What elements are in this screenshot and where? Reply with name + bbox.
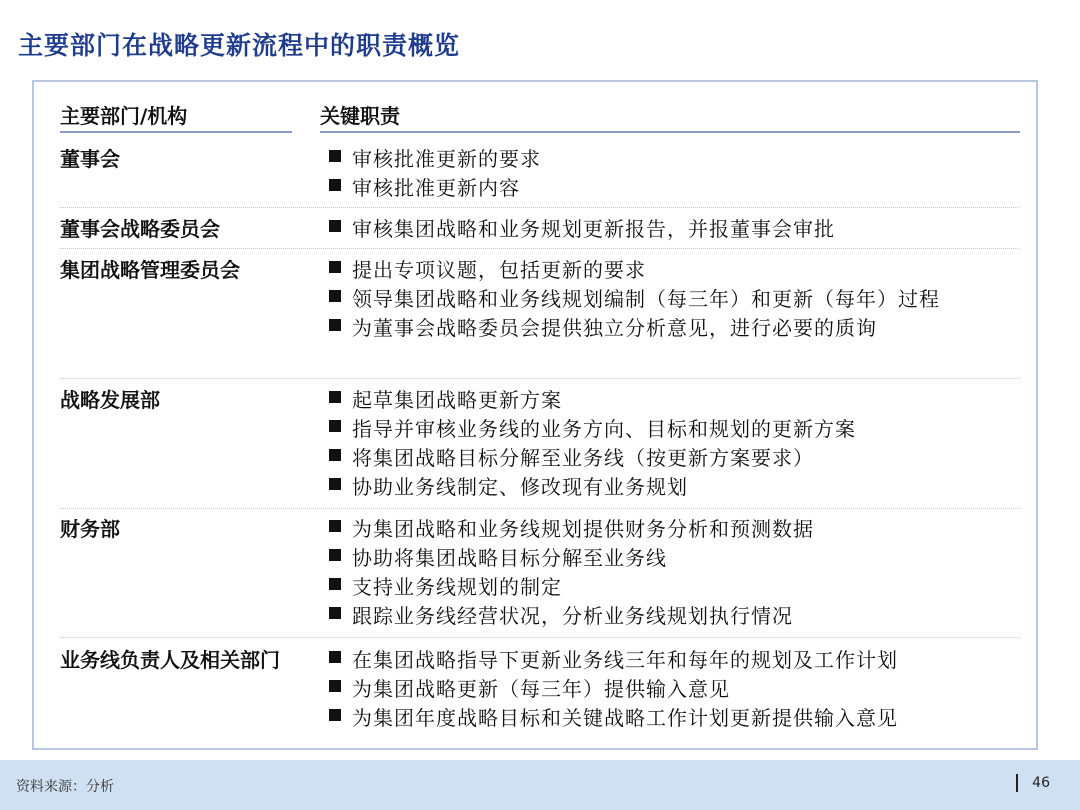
- responsibility-item: 为集团战略更新（每三年）提供输入意见: [328, 675, 1018, 704]
- table-row: [60, 215, 1020, 249]
- bullet-square-icon: [329, 319, 341, 331]
- responsibility-item: 提出专项议题，包括更新的要求: [328, 256, 1018, 285]
- responsibility-list: [328, 515, 1018, 631]
- responsibility-list: [328, 256, 1018, 343]
- bullet-square-icon: [329, 607, 341, 619]
- column-header-responsibilities: 关键职责: [320, 104, 1020, 133]
- bullet-square-icon: [329, 391, 341, 403]
- bullet-square-icon: [329, 261, 341, 273]
- footer-bar: [0, 760, 1080, 810]
- responsibility-item: 为董事会战略委员会提供独立分析意见，进行必要的质询: [328, 314, 1018, 343]
- bullet-square-icon: [329, 578, 341, 590]
- responsibility-item: 为集团战略和业务线规划提供财务分析和预测数据: [328, 515, 1018, 544]
- bullet-square-icon: [329, 150, 341, 162]
- dept-label: 董事会: [60, 147, 120, 171]
- table-row: [60, 646, 1020, 741]
- responsibility-item: 协助将集团战略目标分解至业务线: [328, 544, 1018, 573]
- page-title: 主要部门在战略更新流程中的职责概览: [18, 31, 461, 60]
- column-header-dept: 主要部门/机构: [60, 104, 292, 133]
- responsibility-item: 领导集团战略和业务线规划编制（每三年）和更新（每年）过程: [328, 285, 992, 314]
- bullet-square-icon: [329, 420, 341, 432]
- bullet-square-icon: [329, 478, 341, 490]
- responsibility-item: 审核批准更新内容: [328, 174, 1018, 203]
- responsibility-item: 审核批准更新的要求: [328, 145, 1018, 174]
- responsibility-list: [328, 145, 1018, 203]
- dept-label: 战略发展部: [60, 388, 160, 412]
- bullet-square-icon: [329, 651, 341, 663]
- bullet-square-icon: [329, 179, 341, 191]
- responsibility-list: [328, 646, 1018, 733]
- bullet-square-icon: [329, 549, 341, 561]
- page-number: 46: [1016, 774, 1050, 792]
- responsibility-item: 在集团战略指导下更新业务线三年和每年的规划及工作计划: [328, 646, 1018, 675]
- responsibility-item: 协助业务线制定、修改现有业务规划: [328, 473, 1018, 502]
- table-row: [60, 145, 1020, 208]
- bullet-square-icon: [329, 449, 341, 461]
- responsibility-item: 将集团战略目标分解至业务线（按更新方案要求）: [328, 444, 1018, 473]
- table-row: [60, 386, 1020, 509]
- responsibility-item: 为集团年度战略目标和关键战略工作计划更新提供输入意见: [328, 704, 1018, 733]
- responsibility-list: [328, 386, 1018, 502]
- responsibility-item: 跟踪业务线经营状况，分析业务线规划执行情况: [328, 602, 1018, 631]
- dept-label: 集团战略管理委员会: [60, 258, 240, 282]
- bullet-square-icon: [329, 680, 341, 692]
- responsibility-item: 支持业务线规划的制定: [328, 573, 1018, 602]
- bullet-square-icon: [329, 220, 341, 232]
- table-row: [60, 256, 1020, 379]
- dept-label: 财务部: [60, 517, 120, 541]
- responsibility-item: 审核集团战略和业务规划更新报告，并报董事会审批: [328, 215, 1018, 244]
- table-row: [60, 515, 1020, 638]
- dept-label: 董事会战略委员会: [60, 217, 220, 241]
- responsibility-list: [328, 215, 1018, 244]
- bullet-square-icon: [329, 709, 341, 721]
- source-note: 资料来源：分析: [16, 779, 114, 795]
- bullet-square-icon: [329, 520, 341, 532]
- responsibility-item: 指导并审核业务线的业务方向、目标和规划的更新方案: [328, 415, 1018, 444]
- responsibility-item: 起草集团战略更新方案: [328, 386, 1018, 415]
- bullet-square-icon: [329, 290, 341, 302]
- dept-label: 业务线负责人及相关部门: [60, 648, 280, 672]
